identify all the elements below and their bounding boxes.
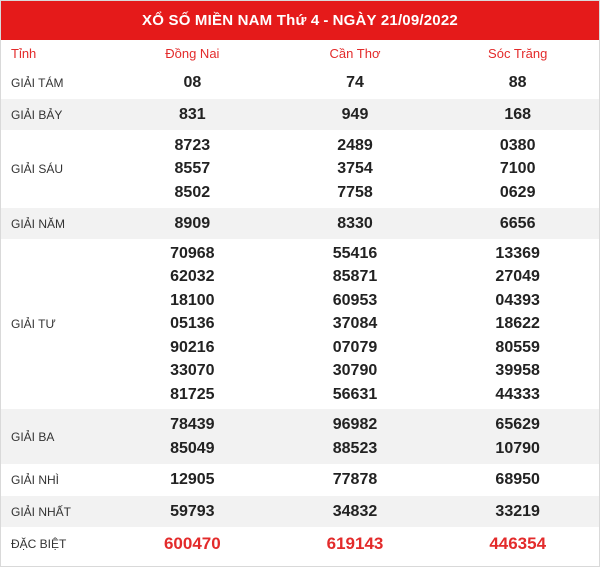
prize-cell xyxy=(274,99,437,130)
prize-cell xyxy=(436,464,599,496)
prize-number: 44333 xyxy=(495,385,540,403)
prize-cell xyxy=(111,527,274,560)
prize-row-giai-nhi xyxy=(1,464,599,496)
prize-number: 6656 xyxy=(499,214,536,232)
prize-number: 18100 xyxy=(170,291,215,309)
prize-label: GIẢI NHẤT xyxy=(11,504,72,519)
jackpot-number: 619143 xyxy=(326,533,384,553)
prize-number: 30790 xyxy=(332,362,378,380)
province-header[interactable]: Cần Thơ xyxy=(329,46,381,61)
prize-number: 81725 xyxy=(170,385,215,403)
prize-number: 55416 xyxy=(332,244,378,262)
prize-number: 85871 xyxy=(332,268,378,286)
prize-number: 62032 xyxy=(170,268,215,286)
prize-number: 85049 xyxy=(170,439,215,457)
prize-row-giai-bay xyxy=(1,99,599,130)
prize-number: 8502 xyxy=(174,183,211,201)
prize-number: 59793 xyxy=(170,502,215,520)
table-header-row xyxy=(1,40,599,67)
prize-number: 37084 xyxy=(332,315,378,333)
prize-number: 88 xyxy=(508,74,527,92)
prize-number: 8557 xyxy=(174,160,211,178)
prize-cell xyxy=(274,130,437,208)
prize-cell xyxy=(111,464,274,496)
province-corner-label: Tỉnh xyxy=(11,46,37,61)
prize-label: GIẢI BẢY xyxy=(11,107,63,122)
prize-number: 0380 xyxy=(499,136,536,154)
prize-cell xyxy=(274,527,437,560)
prize-cell xyxy=(436,130,599,208)
prize-number: 0629 xyxy=(499,183,536,201)
prize-row-giai-sau xyxy=(1,130,599,208)
prize-cell xyxy=(436,208,599,239)
result-banner xyxy=(1,1,599,40)
prize-label: GIẢI BA xyxy=(11,429,55,444)
prize-number: 2489 xyxy=(337,136,373,154)
province-header[interactable]: Sóc Trăng xyxy=(488,46,548,61)
prize-label: GIẢI NHÌ xyxy=(11,473,60,487)
prize-number: 34832 xyxy=(332,502,378,520)
prize-cell xyxy=(274,496,437,527)
prize-cell xyxy=(111,130,274,208)
prize-cell xyxy=(436,527,599,560)
prize-cell xyxy=(111,99,274,130)
prize-number: 831 xyxy=(178,105,206,123)
jackpot-number: 600470 xyxy=(163,533,221,553)
prize-number: 08 xyxy=(183,74,202,92)
results-table xyxy=(1,40,599,560)
prize-number: 70968 xyxy=(170,244,215,262)
prize-number: 33219 xyxy=(495,502,540,520)
prize-cell xyxy=(436,99,599,130)
prize-cell xyxy=(111,496,274,527)
jackpot-number: 446354 xyxy=(489,533,547,553)
prize-cell xyxy=(111,67,274,99)
prize-number: 65629 xyxy=(495,416,540,433)
prize-number: 96982 xyxy=(332,416,378,433)
prize-number: 8330 xyxy=(337,214,373,232)
prize-number: 78439 xyxy=(170,416,215,433)
prize-number: 74 xyxy=(346,74,364,92)
prize-cell xyxy=(111,208,274,239)
prize-number: 7758 xyxy=(337,183,373,201)
prize-row-dac-biet xyxy=(1,527,599,560)
prize-cell xyxy=(274,208,437,239)
prize-number: 18622 xyxy=(495,315,540,333)
prize-cell xyxy=(274,67,437,99)
prize-number: 7100 xyxy=(499,160,536,178)
prize-label: GIẢI TÁM xyxy=(11,76,64,90)
prize-number: 3754 xyxy=(337,160,373,178)
prize-number: 07079 xyxy=(332,338,378,356)
prize-cell xyxy=(274,409,437,464)
prize-cell xyxy=(274,464,437,496)
prize-label: GIẢI NĂM xyxy=(11,216,66,231)
prize-cell xyxy=(436,239,599,409)
prize-row-giai-tu xyxy=(1,239,599,409)
prize-number: 8723 xyxy=(174,136,211,154)
prize-number: 39958 xyxy=(495,362,540,380)
prize-number: 168 xyxy=(504,105,532,123)
prize-number: 33070 xyxy=(170,362,215,380)
prize-cell xyxy=(111,239,274,409)
prize-row-giai-nam xyxy=(1,208,599,239)
banner-separator: - xyxy=(323,12,329,29)
prize-cell xyxy=(436,67,599,99)
prize-number: 8909 xyxy=(174,214,211,232)
prize-row-giai-nhat xyxy=(1,496,599,527)
prize-number: 27049 xyxy=(495,268,540,286)
prize-number: 88523 xyxy=(332,439,378,457)
prize-row-giai-tam xyxy=(1,67,599,99)
prize-cell xyxy=(436,496,599,527)
prize-label: GIẢI TƯ xyxy=(11,317,56,331)
prize-number: 12905 xyxy=(170,471,215,489)
prize-number: 13369 xyxy=(495,244,540,262)
prize-label: GIẢI SÁU xyxy=(11,162,64,176)
prize-label: ĐẶC BIỆT xyxy=(11,536,67,551)
prize-cell xyxy=(111,409,274,464)
prize-number: 10790 xyxy=(495,439,540,457)
province-header[interactable]: Đồng Nai xyxy=(165,46,220,61)
prize-number: 04393 xyxy=(495,291,540,309)
prize-number: 56631 xyxy=(332,385,378,403)
banner-title: XỔ SỐ MIỀN NAM Thứ 4 xyxy=(142,12,320,29)
prize-number: 80559 xyxy=(495,338,540,356)
prize-cell xyxy=(274,239,437,409)
prize-number: 60953 xyxy=(332,291,378,309)
prize-number: 90216 xyxy=(170,338,215,356)
prize-number: 77878 xyxy=(332,471,378,489)
prize-number: 68950 xyxy=(495,471,540,489)
prize-number: 949 xyxy=(341,105,369,123)
prize-cell xyxy=(436,409,599,464)
banner-date: NGÀY 21/09/2022 xyxy=(332,12,458,29)
prize-number: 05136 xyxy=(170,315,215,333)
prize-row-giai-ba xyxy=(1,409,599,464)
